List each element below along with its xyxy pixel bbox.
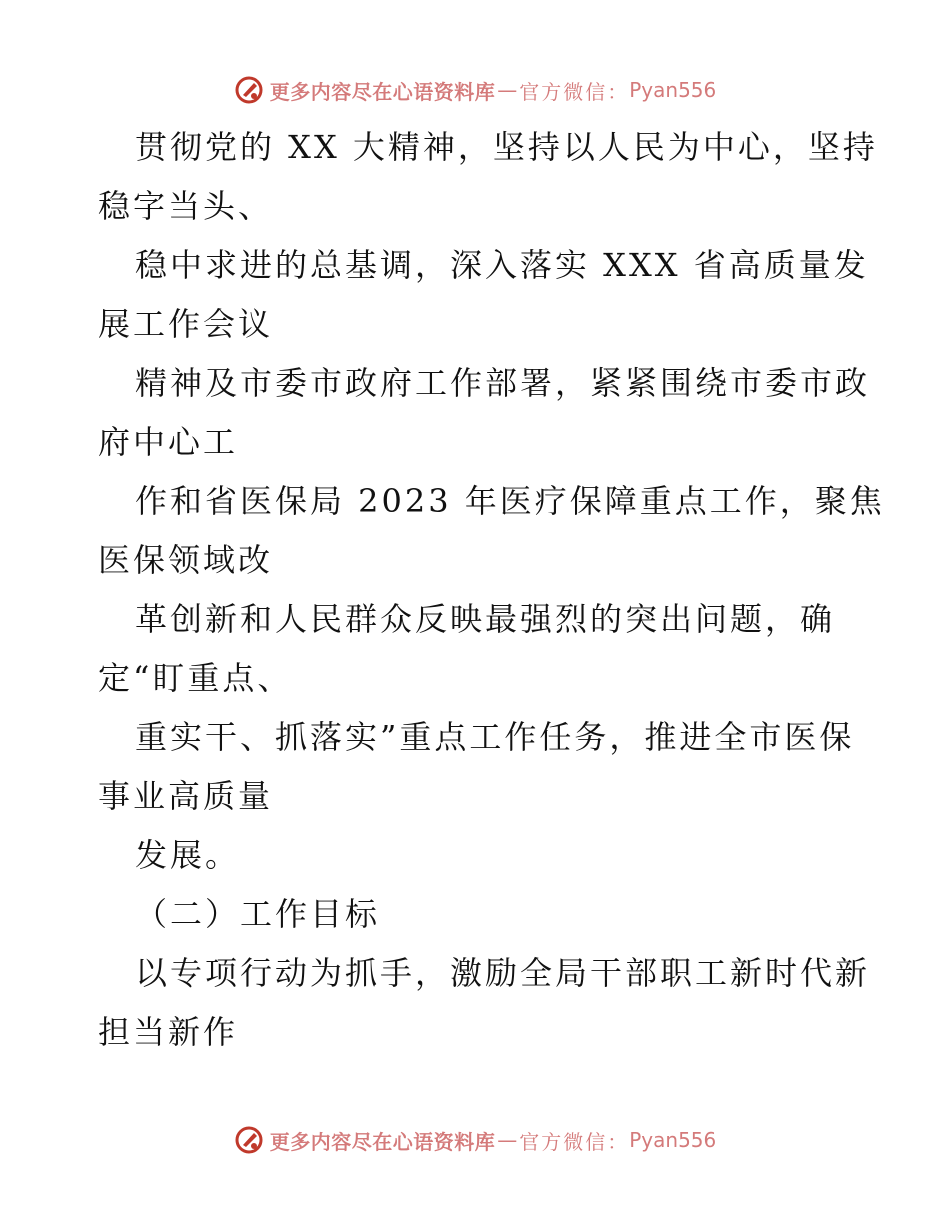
paragraph-line: 医保领域改	[98, 541, 274, 579]
paragraph-line: 发展。	[135, 836, 241, 874]
brand-logo-icon	[234, 1125, 264, 1155]
header-watermark	[0, 70, 950, 110]
watermark-text: 更多内容尽在心语资料库	[269, 1129, 496, 1154]
paragraph-line: 以专项行动为抓手，激励全局干部职工新时代新	[135, 954, 871, 992]
watermark-dash: —	[497, 78, 518, 102]
watermark-dash: —	[497, 1128, 518, 1152]
paragraph-line: 府中心工	[98, 423, 239, 461]
watermark-text: 更多内容尽在心语资料库	[269, 79, 496, 104]
paragraph-line: 革创新和人民群众反映最强烈的突出问题，确	[135, 600, 836, 638]
document-body	[98, 118, 885, 1062]
watermark-wechat-label: 官方微信：	[519, 1129, 630, 1154]
paragraph-line: 定“盯重点、	[98, 659, 293, 697]
footer-watermark	[0, 1120, 950, 1160]
brand-logo-icon	[234, 75, 264, 105]
paragraph-line: 担当新作	[98, 1013, 239, 1051]
paragraph-line: 重实干、抓落实”重点工作任务，推进全市医保	[135, 718, 855, 756]
paragraph-line: 事业高质量	[98, 777, 274, 815]
paragraph-line: 稳中求进的总基调，深入落实 XXX 省高质量发	[135, 246, 869, 284]
watermark-wechat-id: Pyan556	[629, 1128, 717, 1152]
paragraph-line: 展工作会议	[98, 305, 274, 343]
section-heading: （二）工作目标	[135, 895, 381, 933]
paragraph-line: 稳字当头、	[98, 187, 274, 225]
watermark-wechat-label: 官方微信：	[519, 79, 630, 104]
watermark-wechat-id: Pyan556	[629, 78, 717, 102]
paragraph-line: 精神及市委市政府工作部署，紧紧围绕市委市政	[135, 364, 871, 402]
paragraph-line: 贯彻党的 XX 大精神，坚持以人民为中心，坚持	[135, 128, 878, 166]
paragraph-line: 作和省医保局 2023 年医疗保障重点工作，聚焦	[135, 482, 885, 520]
